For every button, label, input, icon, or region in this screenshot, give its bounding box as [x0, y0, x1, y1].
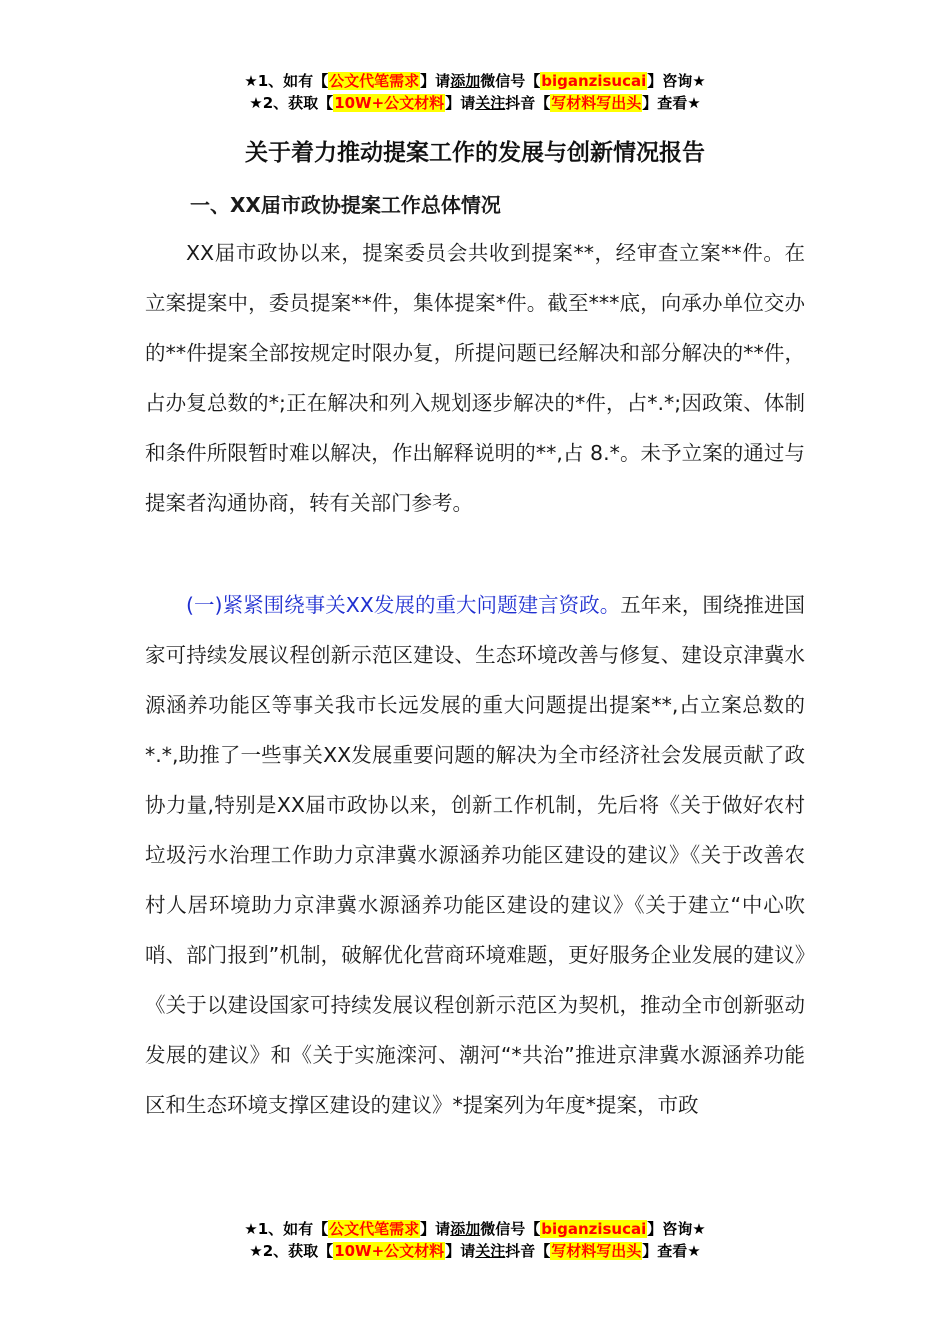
- promo-text: 微信号【: [480, 1220, 541, 1238]
- promo-text: 】查看★: [642, 1242, 701, 1260]
- promo-text: 】查看★: [642, 94, 701, 112]
- document-title: 关于着力推动提案工作的发展与创新情况报告: [245, 140, 705, 166]
- promo-highlight: 10W+公文材料: [334, 94, 445, 112]
- promo-line-2: [0, 92, 950, 114]
- body-paragraph-2: [145, 580, 805, 1130]
- promo-line-1: [0, 1218, 950, 1240]
- promo-text: 微信号【: [480, 72, 541, 90]
- promo-text: 】咨询★: [647, 72, 706, 90]
- promo-text: ★2、获取【: [249, 1242, 334, 1260]
- section-heading: 一、XX届市政协提案工作总体情况: [190, 193, 501, 217]
- promo-highlight: 公文代笔需求: [329, 1220, 420, 1238]
- subsection-heading: (一)紧紧围绕事关XX发展的重大问题建言资政。: [186, 593, 621, 617]
- promo-underline: 添加: [450, 72, 481, 90]
- promo-underline: 关注: [475, 94, 506, 112]
- paragraph-2-text: 五年来，围绕推进国家可持续发展议程创新示范区建设、生态环境改善与修复、建设京津冀水源涵养功能区等事关我市长远发展的重大问题提出提案**,占立案总数的*.*,助推了一些事关XX发展重要问题的解决为全市经济社会发展贡献了政协力量,特别是XX届市政协以来，创新工作机制，先后将《关于做好农村垃圾污水治理工作助力京津冀水源涵养功能区建设的建议》《关于改善农村人居环境助力京津冀水源涵养功能区建设的建议》《关于建立“中心吹哨、部门报到”机制，破解优化营商环境难题，更好服务企业发展的建议》《关于以建设国家可持续发展议程创新示范区为契机，推动全市创新驱动发展的建议》和《关于实施滦河、潮河“*共治”推进京津冀水源涵养功能区和生态环境支撑区建设的建议》*提案列为年度*提案，市政: [145, 593, 805, 1117]
- promo-text: 抖音【: [505, 94, 551, 112]
- promo-text: 】请: [445, 94, 476, 112]
- promo-line-1: [0, 70, 950, 92]
- promo-highlight: 公文代笔需求: [329, 72, 420, 90]
- promo-text: 】咨询★: [647, 1220, 706, 1238]
- body-paragraph-1: XX届市政协以来，提案委员会共收到提案**，经审查立案**件。在立案提案中，委员提案**件，集体提案*件。截至***底，向承办单位交办的**件提案全部按规定时限办复，所提问题已经解决和部分解决的**件，占办复总数的*;正在解决和列入规划逐步解决的*件，占*.*;因政策、体制和条件所限暂时难以解决，作出解释说明的**,占 8.*。未予立案的通过与提案者沟通协商，转有关部门参考。: [145, 241, 805, 515]
- promo-banner-bottom: [0, 1218, 950, 1262]
- promo-highlight: 写材料写出头: [551, 1242, 642, 1260]
- promo-underline: 添加: [450, 1220, 481, 1238]
- promo-banner-top: [0, 70, 950, 114]
- promo-text: 抖音【: [505, 1242, 551, 1260]
- promo-highlight: 写材料写出头: [551, 94, 642, 112]
- promo-underline: 关注: [475, 1242, 506, 1260]
- promo-text: 】请: [420, 1220, 451, 1238]
- promo-text: 】请: [420, 72, 451, 90]
- promo-highlight: 10W+公文材料: [334, 1242, 445, 1260]
- promo-highlight: biganzisucai: [541, 1220, 647, 1238]
- promo-text: ★2、获取【: [249, 94, 334, 112]
- promo-text: ★1、如有【: [244, 1220, 329, 1238]
- promo-highlight: biganzisucai: [541, 72, 647, 90]
- promo-text: ★1、如有【: [244, 72, 329, 90]
- promo-text: 】请: [445, 1242, 476, 1260]
- promo-line-2: [0, 1240, 950, 1262]
